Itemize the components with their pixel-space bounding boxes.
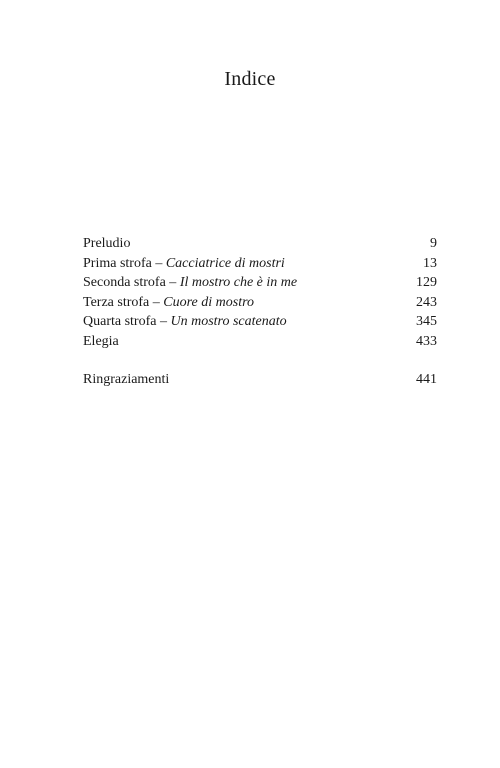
toc-entry-label: Seconda strofa – [83, 275, 180, 290]
toc-entry-page: 345 [416, 314, 437, 329]
toc-entry-elegia[interactable] [83, 332, 437, 352]
toc-entry-subtitle: Un mostro scatenato [170, 314, 287, 329]
toc-entry-prima-strofa[interactable] [83, 254, 437, 274]
toc-entry-label: Preludio [83, 236, 131, 251]
toc-entry-title [83, 254, 285, 274]
toc-entry-page: 441 [416, 372, 437, 387]
toc-entry-title [83, 273, 297, 293]
toc-entry-quarta-strofa[interactable] [83, 312, 437, 332]
toc-entry-label: Terza strofa – [83, 294, 164, 310]
table-of-contents [83, 234, 437, 390]
toc-entry-ringraziamenti[interactable] [83, 370, 437, 390]
toc-entry-title [83, 332, 119, 352]
page-title: Indice [224, 68, 276, 90]
toc-entry-title [83, 234, 130, 254]
toc-entry-subtitle: Il mostro che è in me [179, 275, 298, 290]
toc-entry-label: Prima strofa – [83, 255, 166, 271]
toc-entry-label: Quarta strofa – [83, 314, 171, 329]
toc-entry-subtitle: Cacciatrice di mostri [165, 255, 285, 271]
toc-entry-page: 433 [416, 333, 437, 349]
toc-entry-label: Ringraziamenti [83, 372, 170, 387]
toc-entry-subtitle: Cuore di mostro [163, 294, 255, 310]
toc-entry-page: 9 [430, 236, 437, 251]
toc-entry-page: 129 [416, 275, 437, 290]
toc-entry-seconda-strofa[interactable] [83, 273, 437, 293]
toc-entry-title [83, 370, 169, 390]
toc-entry-label: Elegia [83, 333, 119, 349]
toc-entry-page: 243 [416, 294, 437, 310]
toc-entry-title [83, 312, 287, 332]
toc-entry-page: 13 [423, 255, 437, 271]
toc-entry-preludio[interactable] [83, 234, 437, 254]
toc-entry-title [83, 293, 254, 313]
toc-entry-terza-strofa[interactable] [83, 293, 437, 313]
